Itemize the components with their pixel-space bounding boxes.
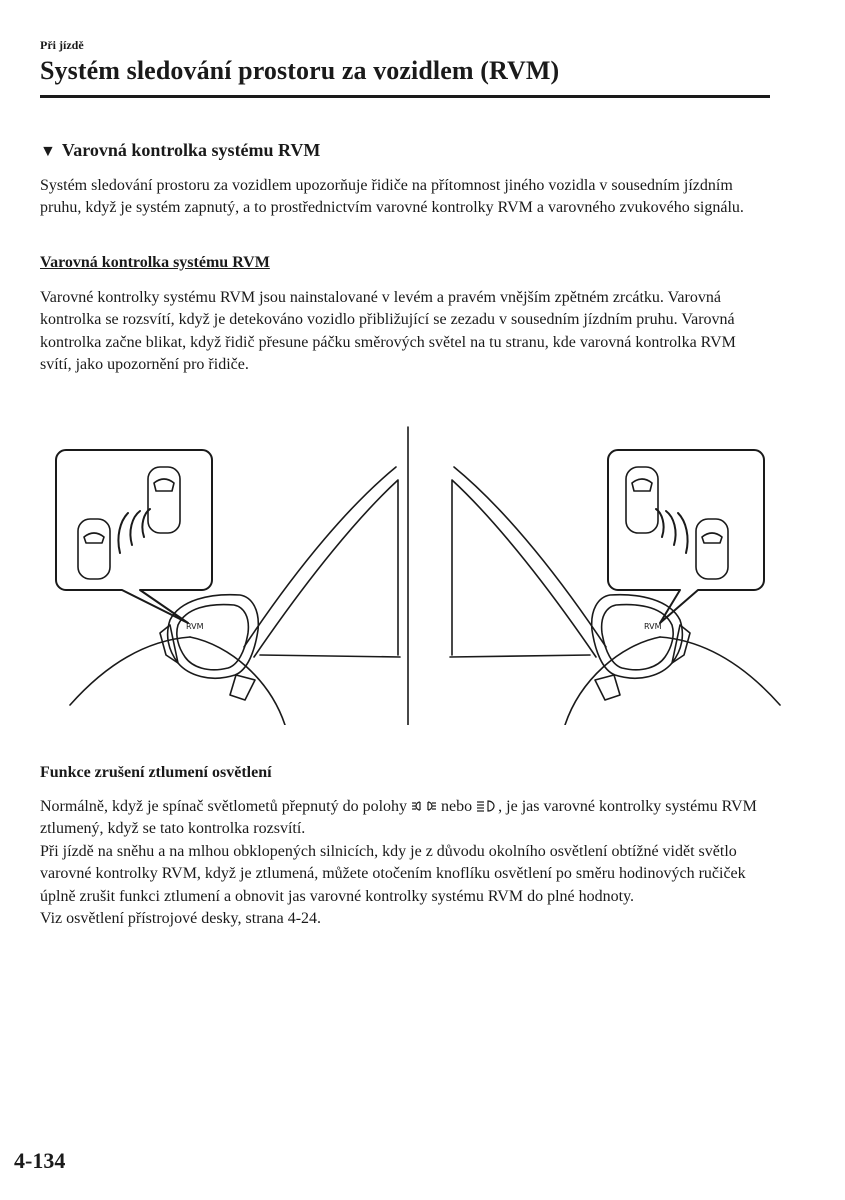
right-callout-car-near [696,519,728,579]
right-callout-car-far-windshield [632,479,652,491]
left-window-sill [260,655,400,657]
dimmer-paragraph [40,796,770,930]
left-callout-car-far [148,467,180,533]
title-divider [40,95,770,98]
svg-text:RVM: RVM [186,622,204,631]
svg-text:RVM: RVM [644,622,662,631]
triangle-down-icon: ▼ [40,143,56,160]
left-callout-car-near-windshield [84,533,104,543]
right-window-frame [452,480,596,657]
right-mirror-mount [595,675,620,700]
headlight-icon [476,799,498,813]
right-callout-car-near-windshield [702,533,722,543]
left-callout-car-near [78,519,110,579]
page-number: 4-134 [14,1148,66,1173]
left-callout-box [56,450,212,623]
dimmer-text-mid: nebo [441,798,473,815]
left-window-frame [254,480,398,657]
right-body-curve [565,637,660,725]
right-door-line [660,637,780,705]
left-door-line [70,637,190,705]
right-wave-2 [666,511,676,545]
subheading-warning-light: Varovná kontrolka systému RVM [40,254,270,271]
right-wave-1 [678,513,688,553]
section-heading [40,140,320,161]
dimmer-text-reference: Viz osvětlení přístrojové desky, strana 4-24. [40,910,322,928]
dimmer-text-after: , je jas varovné kontrolky systému RVM ztlumený, když se tato kontrolka rozsvítí. [40,798,757,838]
left-mirror-mount [230,675,255,700]
right-callout-car-far [626,467,658,533]
left-callout-car-far-windshield [154,479,174,491]
dimmer-text-before: Normálně, když je spínač světlometů přepnutý do polohy [40,798,408,815]
left-wave-1 [118,513,128,553]
parking-light-icon [411,799,437,813]
page-title: Systém sledování prostoru za vozidlem (RVM) [40,56,560,85]
dimmer-text-snow: Při jízdě na sněhu a na mlhou obklopených silnicích, kdy je z důvodu okolního osvětlení obtížné vidět světlo varovné kontrolky RVM, když je ztlumená, můžete otočením knoflíku osvětlení po směru hodinových ručiček úplně zrušit funkci ztlumení a obnovit jas varovné kontrolky systému RVM do plné hodnoty. [40,842,746,905]
warning-light-paragraph: Varovné kontrolky systému RVM jsou nainstalované v levém a pravém vnějším zpětném zrcátku. Varovná kontrolka se rozsvítí, když je detekováno vozidlo přibližující se zezadu v sousedním jízdním pruhu. Varovná kontrolka začne blikat, když řidič přesune páčku směrových světel na tu stranu, kde varovná kontrolka RVM svítí, jako upozornění pro řidiče. [40,289,736,374]
mirror-illustration [40,425,810,725]
subheading-dimmer-cancel: Funkce zrušení ztlumení osvětlení [40,764,272,781]
left-wave-2 [130,511,140,545]
section-heading-text: Varovná kontrolka systému RVM [61,140,321,160]
left-a-pillar [244,467,396,647]
mirror-illustration-svg [40,425,810,725]
right-a-pillar [454,467,606,647]
intro-paragraph: Systém sledování prostoru za vozidlem upozorňuje řidiče na přítomnost jiného vozidla v sousedním jízdním pruhu, když je systém zapnutý, a to prostřednictvím varovné kontrolky RVM a varovného zvukového signálu. [40,177,744,217]
left-body-curve [190,637,285,725]
chapter-label: Při jízdě [40,38,84,52]
right-window-sill [450,655,590,657]
right-callout-box [608,450,764,623]
